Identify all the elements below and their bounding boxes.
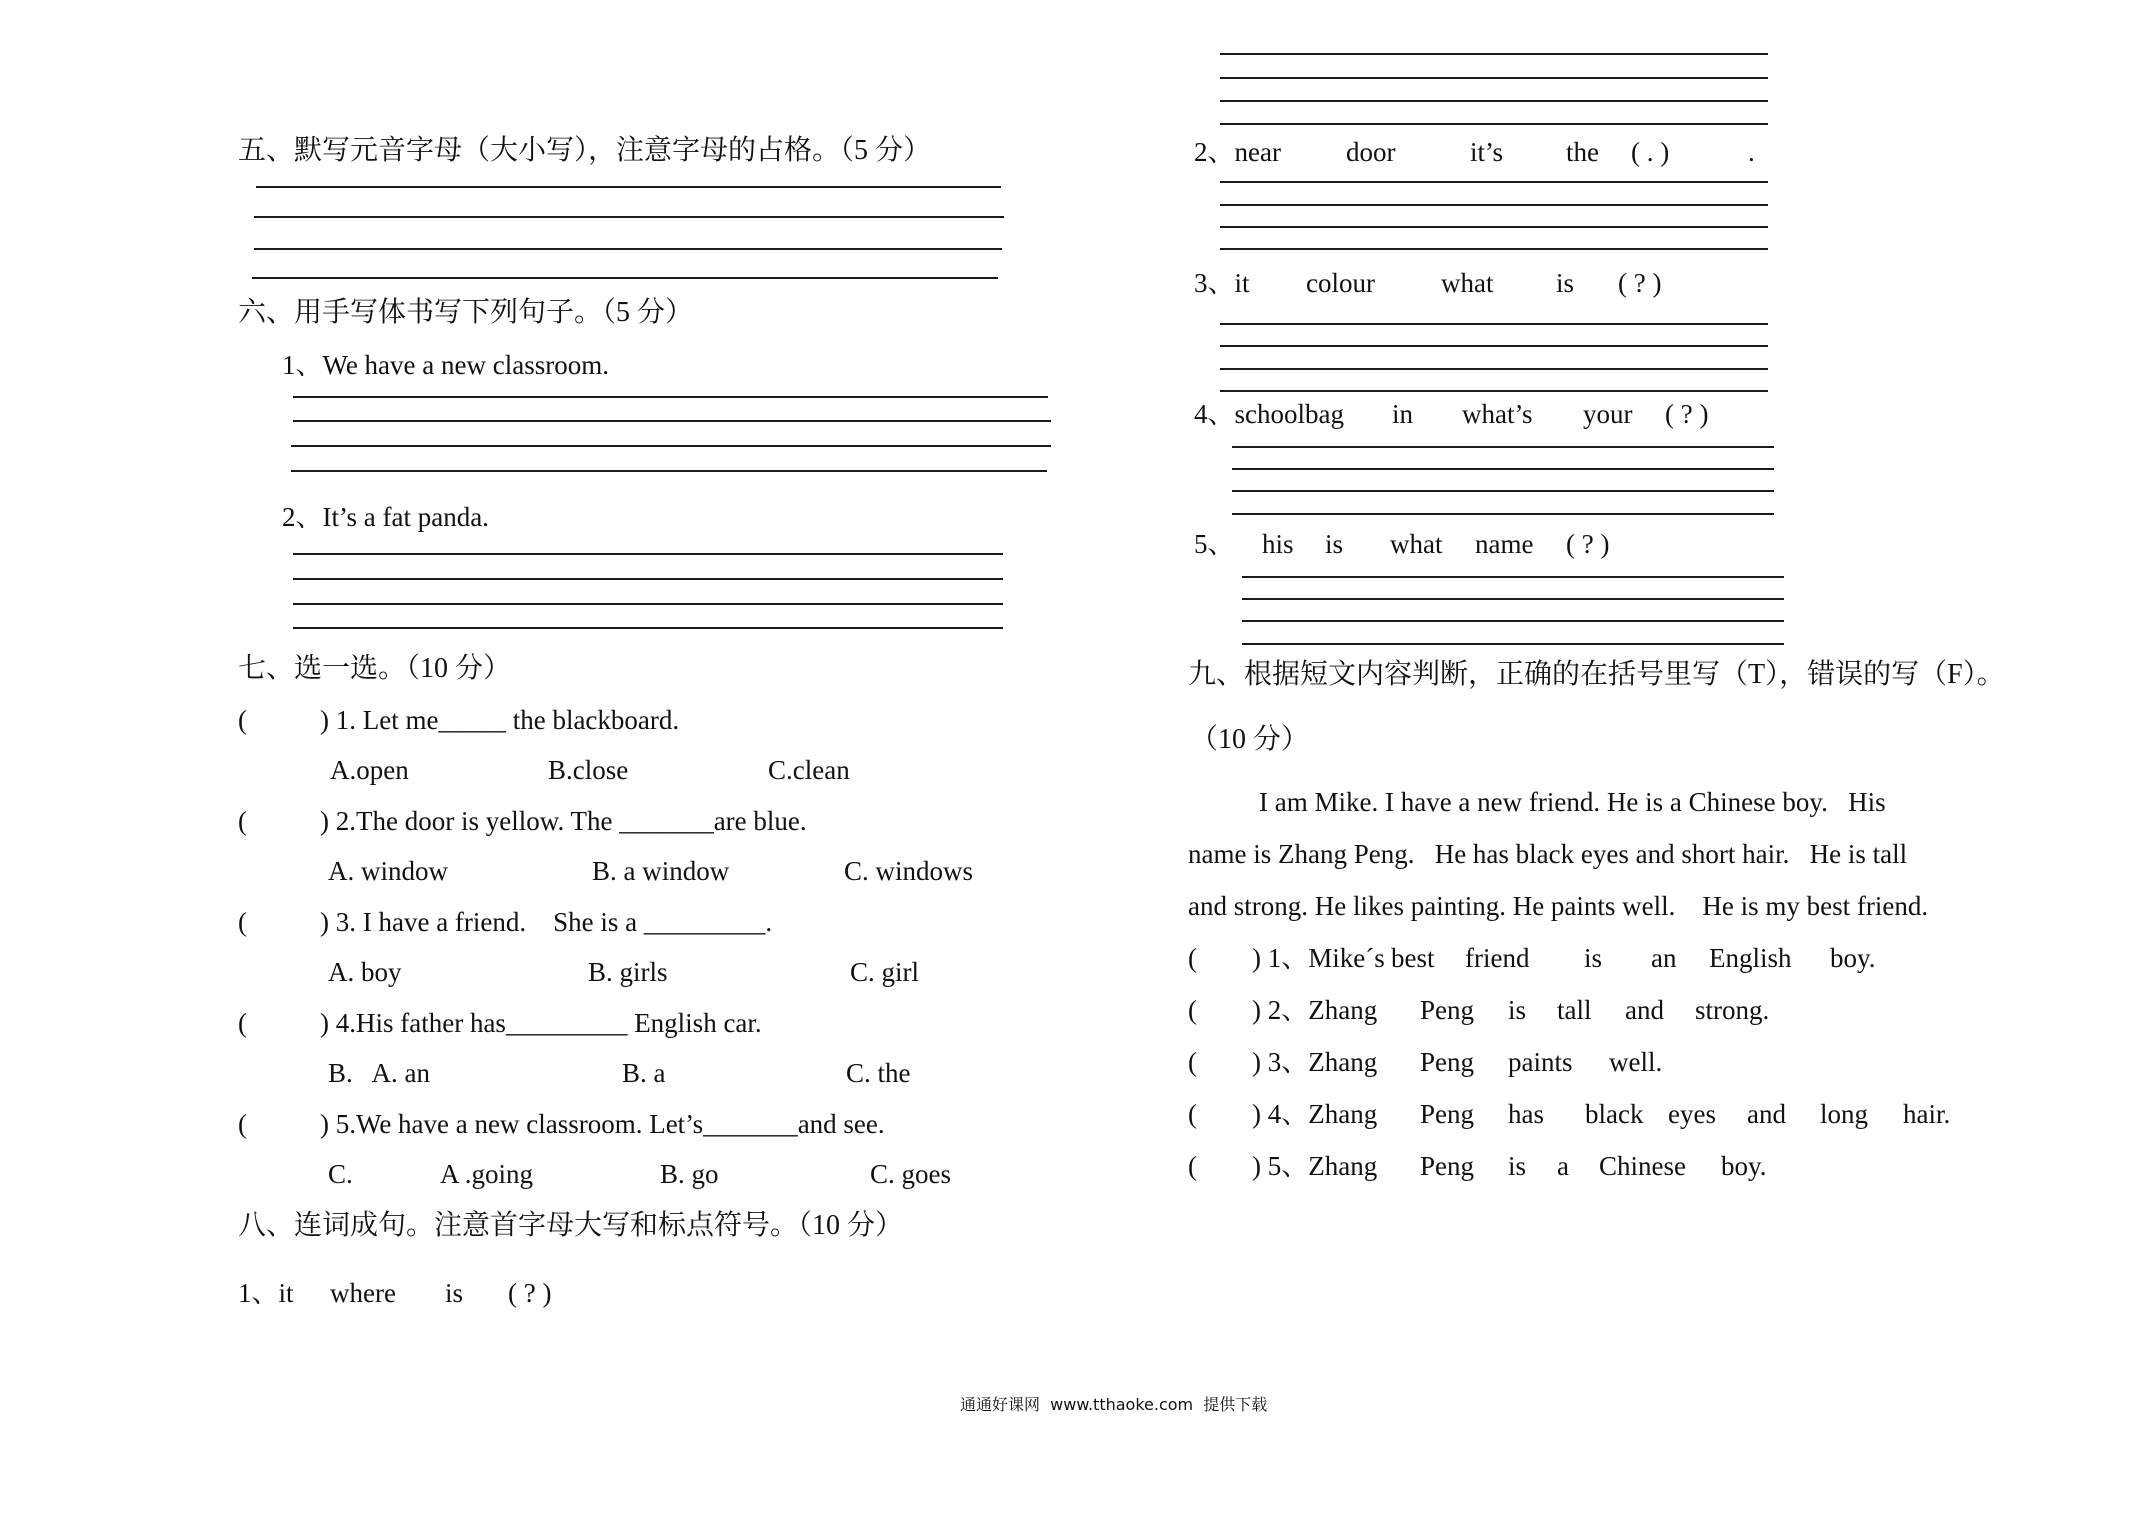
- word: ( ? ): [1566, 529, 1610, 559]
- option: B. a: [622, 1058, 666, 1088]
- option: C. goes: [870, 1159, 951, 1189]
- writing-line: [1220, 345, 1768, 347]
- writing-line: [293, 627, 1003, 629]
- word: ) 5、Zhang: [1252, 1151, 1378, 1181]
- option: C.: [328, 1159, 353, 1189]
- word: ) 1、Mike´s: [1252, 943, 1385, 973]
- option: B. go: [660, 1159, 719, 1189]
- word: what’s: [1462, 399, 1533, 429]
- word: colour: [1306, 268, 1375, 298]
- section-5-heading: 五、默写元音字母（大小写），注意字母的占格。（5 分）: [238, 135, 932, 166]
- word: is: [1508, 1151, 1527, 1181]
- writing-line: [1220, 323, 1768, 325]
- question-stem: ) 1. Let me_____ the blackboard.: [320, 705, 680, 735]
- word: best: [1391, 943, 1435, 973]
- word: his: [1262, 529, 1294, 559]
- word: in: [1392, 399, 1414, 429]
- word: the: [1566, 137, 1599, 167]
- word: ) 3、Zhang: [1252, 1047, 1378, 1077]
- writing-line: [293, 553, 1003, 555]
- answer-bracket[interactable]: (: [238, 806, 247, 836]
- passage-line: I am Mike. I have a new friend. He is a Chinese boy. His: [1259, 787, 1886, 817]
- option: B. A. an: [328, 1058, 431, 1088]
- word: is: [1508, 995, 1527, 1025]
- writing-line: [1220, 390, 1768, 392]
- word: boy.: [1830, 943, 1876, 973]
- writing-line: [1232, 446, 1774, 448]
- word: what: [1390, 529, 1443, 559]
- word: English: [1709, 943, 1792, 973]
- word: where: [330, 1278, 396, 1308]
- question-stem: ) 2.The door is yellow. The _______are blue.: [320, 806, 807, 836]
- passage-line: and strong. He likes painting. He paints well. He is my best friend.: [1188, 891, 1929, 921]
- word: long: [1820, 1099, 1869, 1129]
- option: A. window: [328, 856, 448, 886]
- writing-line: [1220, 77, 1768, 79]
- answer-bracket[interactable]: (: [238, 907, 247, 937]
- option: A. boy: [328, 957, 402, 987]
- writing-line: [1220, 123, 1768, 125]
- option: A.open: [330, 755, 409, 785]
- word: Peng: [1420, 1047, 1474, 1077]
- writing-line: [293, 578, 1003, 580]
- word: friend: [1465, 943, 1530, 973]
- writing-line: [291, 445, 1051, 447]
- writing-line: [1232, 490, 1774, 492]
- word: ( ? ): [1665, 399, 1709, 429]
- answer-bracket[interactable]: (: [1188, 1047, 1197, 1077]
- section-7-heading: 七、选一选。（10 分）: [238, 653, 512, 684]
- word: door: [1346, 137, 1396, 167]
- writing-line: [1220, 368, 1768, 370]
- word: strong.: [1695, 995, 1770, 1025]
- writing-line: [1220, 100, 1768, 102]
- writing-line: [1220, 248, 1768, 250]
- word: boy.: [1721, 1151, 1767, 1181]
- word: a: [1557, 1151, 1569, 1181]
- writing-line: [1220, 181, 1768, 183]
- word: 2、near: [1194, 137, 1281, 167]
- writing-line: [291, 470, 1047, 472]
- word: paints: [1508, 1047, 1573, 1077]
- option: C.clean: [768, 755, 850, 785]
- writing-line: [1242, 576, 1784, 578]
- writing-line: [293, 420, 1051, 422]
- passage-line: name is Zhang Peng. He has black eyes and short hair. He is tall: [1188, 839, 1908, 869]
- word: 3、it: [1194, 268, 1250, 298]
- answer-bracket[interactable]: (: [238, 1109, 247, 1139]
- writing-line: [1220, 226, 1768, 228]
- word: eyes: [1668, 1099, 1716, 1129]
- word: 1、it: [238, 1278, 294, 1308]
- handwriting-sentence-1: 1、We have a new classroom.: [282, 350, 609, 380]
- answer-bracket[interactable]: (: [238, 1008, 247, 1038]
- handwriting-sentence-2: 2、It’s a fat panda.: [282, 502, 489, 532]
- word: Peng: [1420, 1099, 1474, 1129]
- writing-line: [252, 277, 998, 279]
- word: is: [445, 1278, 464, 1308]
- word: your: [1583, 399, 1633, 429]
- word: ) 4、Zhang: [1252, 1099, 1378, 1129]
- writing-line: [254, 216, 1004, 218]
- writing-line: [1220, 204, 1768, 206]
- word: 5、: [1194, 529, 1235, 559]
- answer-bracket[interactable]: (: [1188, 943, 1197, 973]
- word: it’s: [1470, 137, 1504, 167]
- option: B.close: [548, 755, 629, 785]
- writing-line: [254, 248, 1002, 250]
- word: ) 2、Zhang: [1252, 995, 1378, 1025]
- option: C. windows: [844, 856, 974, 886]
- writing-line: [256, 186, 1001, 188]
- word: well.: [1609, 1047, 1663, 1077]
- writing-line: [1232, 513, 1774, 515]
- writing-line: [1220, 53, 1768, 55]
- writing-line: [293, 603, 1003, 605]
- section-6-heading: 六、用手写体书写下列句子。（5 分）: [238, 297, 694, 328]
- word: is: [1556, 268, 1575, 298]
- answer-bracket[interactable]: (: [1188, 1151, 1197, 1181]
- word: Peng: [1420, 1151, 1474, 1181]
- word: ( ? ): [1618, 268, 1662, 298]
- answer-bracket[interactable]: (: [238, 705, 247, 735]
- writing-line: [1232, 468, 1774, 470]
- word: has: [1508, 1099, 1544, 1129]
- answer-bracket[interactable]: (: [1188, 995, 1197, 1025]
- word: black: [1585, 1099, 1644, 1129]
- writing-line: [293, 396, 1048, 398]
- word: ( . ): [1631, 137, 1670, 167]
- word: ( ? ): [508, 1278, 552, 1308]
- word: and: [1625, 995, 1664, 1025]
- writing-line: [1242, 598, 1784, 600]
- option: B. girls: [588, 957, 668, 987]
- word: hair.: [1903, 1099, 1951, 1129]
- word: 4、schoolbag: [1194, 399, 1344, 429]
- word: what: [1441, 268, 1494, 298]
- answer-bracket[interactable]: (: [1188, 1099, 1197, 1129]
- option: A .going: [440, 1159, 534, 1189]
- word: and: [1747, 1099, 1786, 1129]
- word: name: [1475, 529, 1534, 559]
- option: C. girl: [850, 957, 920, 987]
- option: C. the: [846, 1058, 911, 1088]
- writing-line: [1242, 620, 1784, 622]
- section-9-heading: 九、根据短文内容判断，正确的在括号里写（T），错误的写（F）。: [1188, 659, 2005, 690]
- word: tall: [1557, 995, 1592, 1025]
- section-8-heading: 八、连词成句。注意首字母大写和标点符号。（10 分）: [238, 1210, 904, 1241]
- word: Chinese: [1599, 1151, 1686, 1181]
- word: is: [1325, 529, 1344, 559]
- word: Peng: [1420, 995, 1474, 1025]
- word: .: [1748, 137, 1755, 167]
- question-stem: ) 4.His father has_________ English car.: [320, 1008, 762, 1038]
- word: an: [1651, 943, 1677, 973]
- writing-line: [1242, 643, 1784, 645]
- section-9-points: （10 分）: [1190, 724, 1310, 755]
- word: is: [1584, 943, 1603, 973]
- question-stem: ) 5.We have a new classroom. Let’s_______and see.: [320, 1109, 885, 1139]
- footer-credit: 通通好课网 www.tthaoke.com 提供下载: [960, 1395, 1268, 1414]
- option: B. a window: [592, 856, 730, 886]
- question-stem: ) 3. I have a friend. She is a _________.: [320, 907, 773, 937]
